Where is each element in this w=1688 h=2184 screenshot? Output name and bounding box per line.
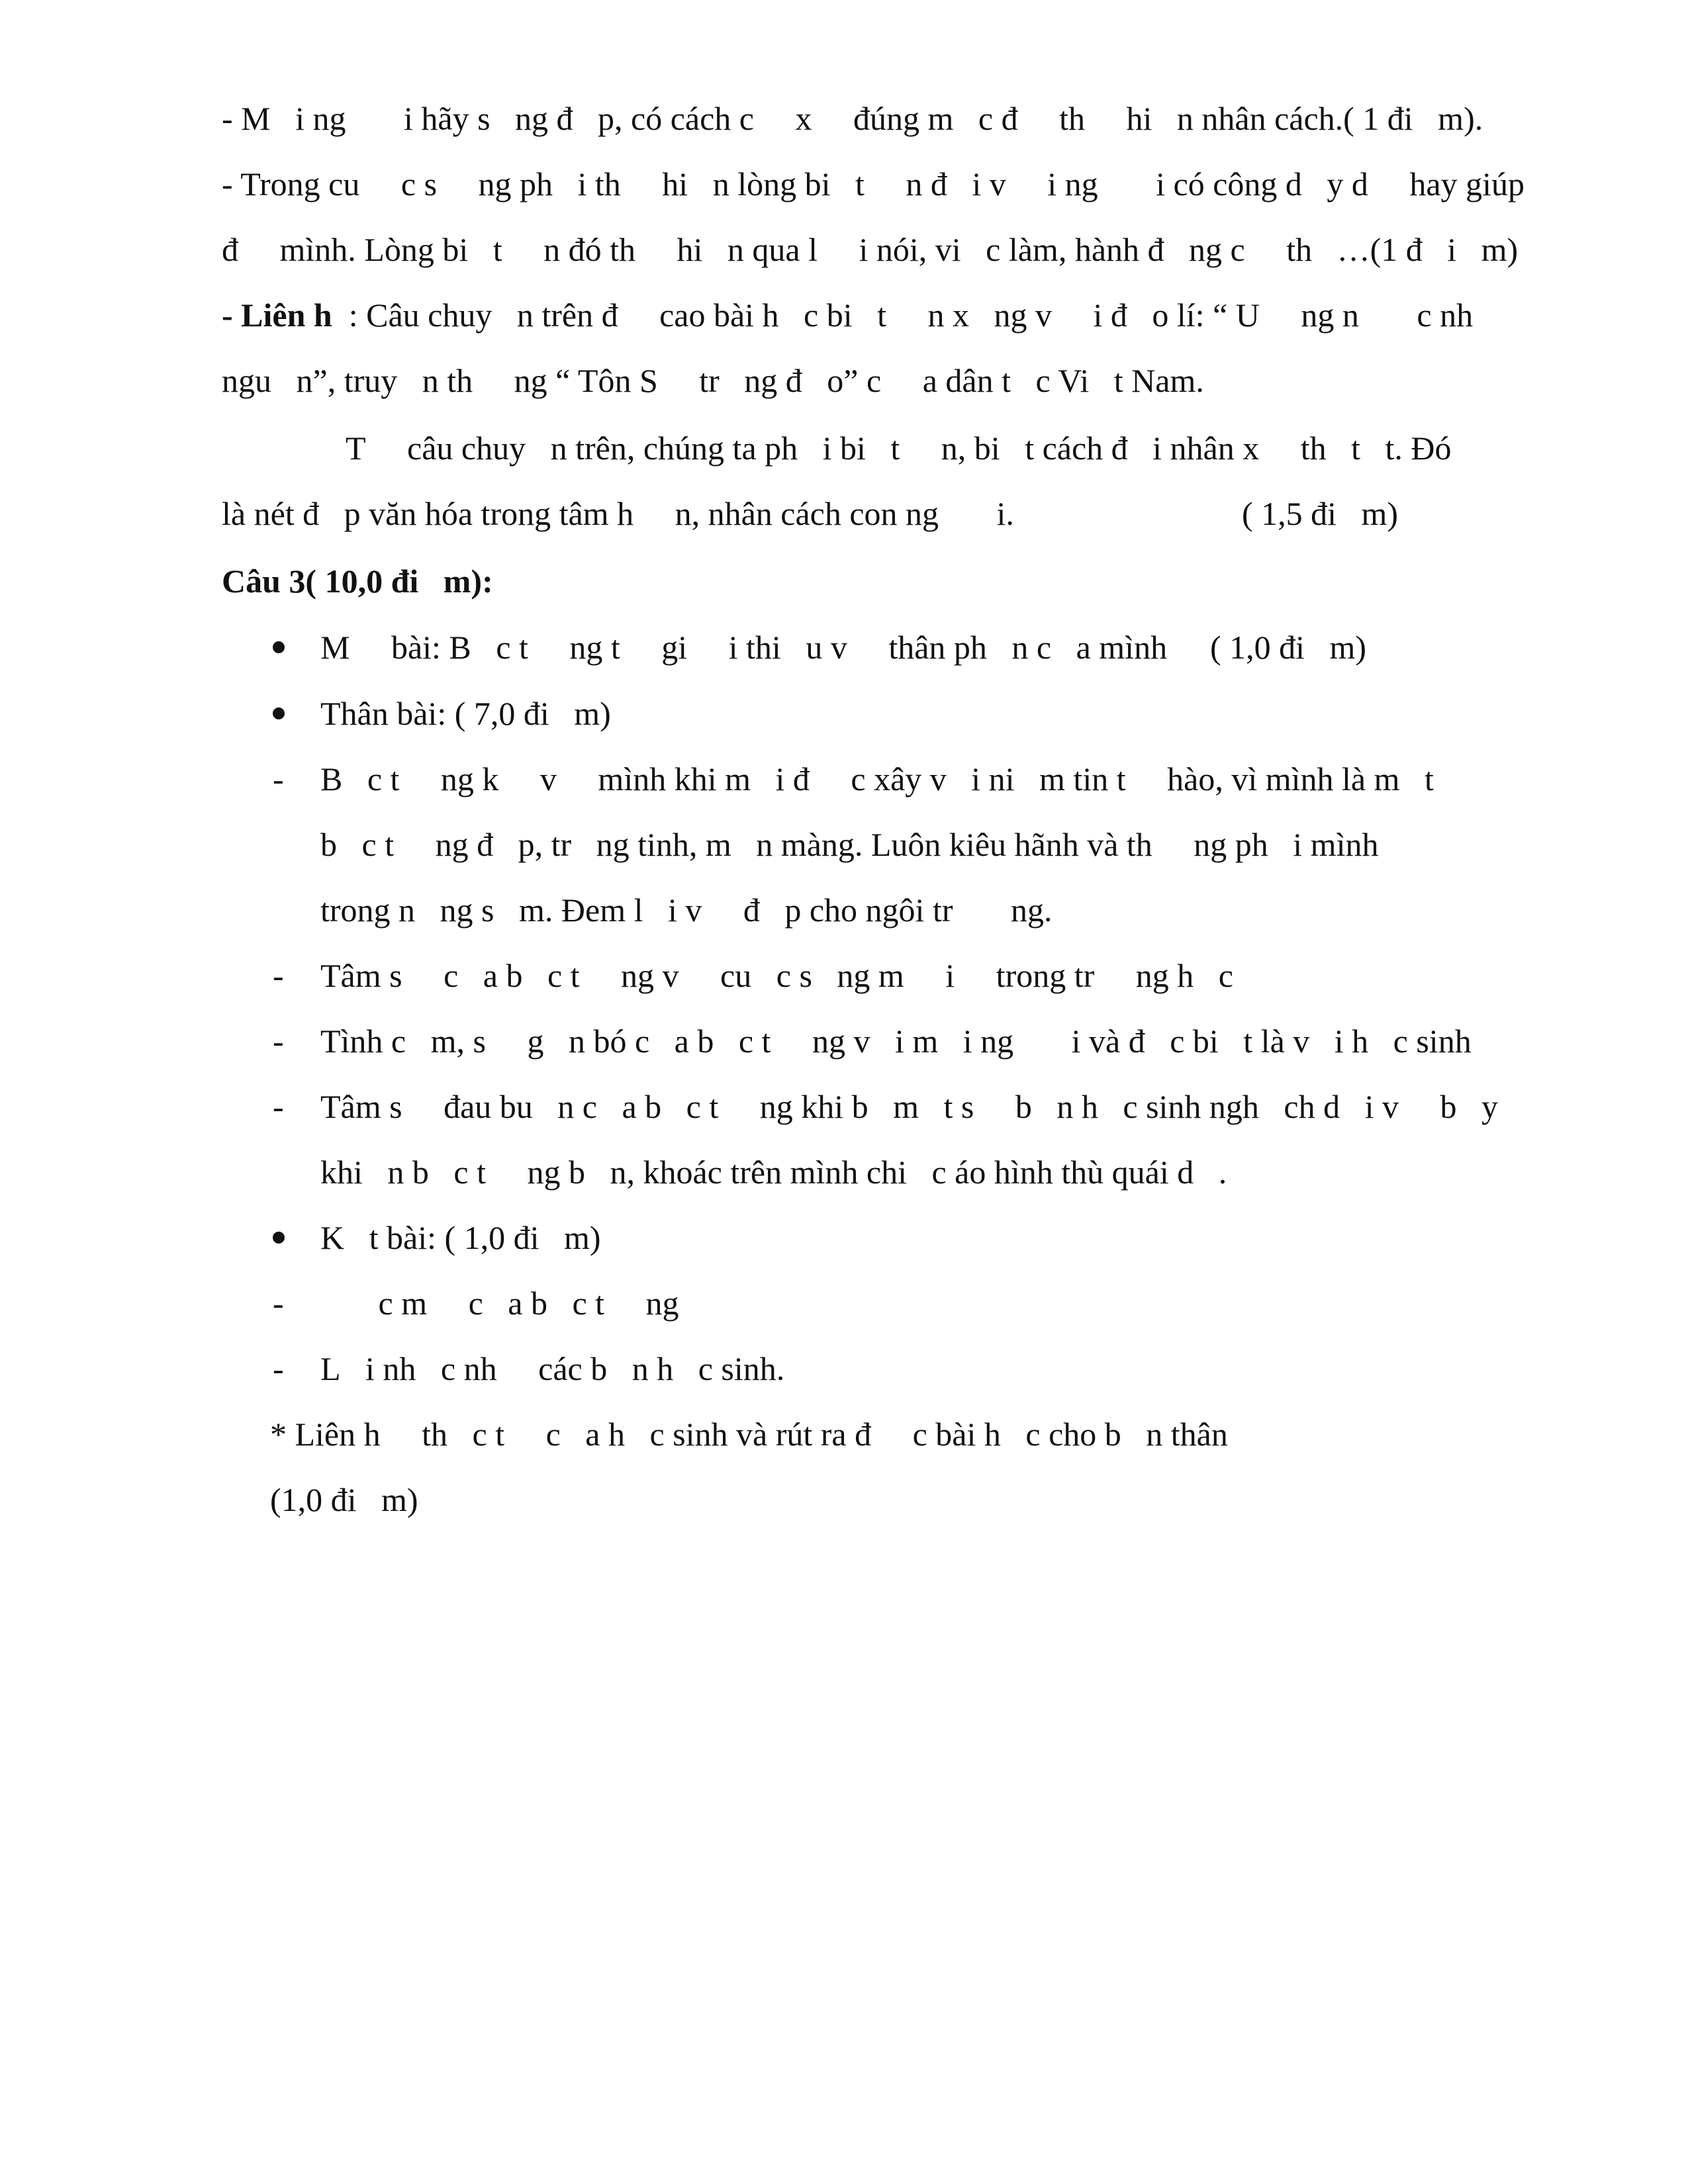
than-bai-item-1-line-1: B c t ng k v mình khi m i đ c xây v i ni m tin t hào, vì mình là m t [320,760,1434,797]
than-bai-item-2: Tâm s c a b c t ng v cu c s ng m i trong tr ng h c [320,957,1233,994]
text-line-1: - M i ng i hãy s ng đ p, có cách c x đúng m c đ th hi n nhân cách.( 1 đi m). [222,100,1483,137]
mo-bai-score: ( 1,0 đi m) [1210,629,1367,666]
dash-marker: - [273,760,284,797]
ket-bai-item-1: c m c a b c t ng [320,1285,679,1322]
final-score: (1,0 đi m) [270,1481,418,1518]
than-bai-item-4-line-2: khi n b c t ng b n, khoác trên mình chi c áo hình thù quái d . [320,1154,1227,1191]
dash-marker: - [273,1023,284,1060]
conclusion-line-1: T câu chuy n trên, chúng ta ph i bi t n, bi t cách đ i nhân x th t t. Đó [346,430,1452,467]
lien-he-label: - Liên h [222,296,332,334]
lien-he-line-1 [222,297,1489,334]
than-bai-item-1-line-2: b c t ng đ p, tr ng tinh, m n màng. Luôn kiêu hãnh và th ng ph i mình [320,826,1379,863]
conclusion-score: ( 1,5 đi m) [1242,495,1399,532]
lien-he-line-2: ngu n”, truy n th ng “ Tôn S tr ng đ o” c a dân t c Vi t Nam. [222,362,1204,399]
than-bai-item-1-line-3: trong n ng s m. Đem l i v đ p cho ngôi tr ng. [320,891,1053,929]
bullet-icon [273,1232,285,1244]
than-bai-item-4-line-1: Tâm s đau bu n c a b c t ng khi b m t s b n h c sinh ngh ch d i v b y [320,1088,1499,1125]
text-line-2: - Trong cu c s ng ph i th hi n lòng bi t n đ i v i ng i có công d y d hay giúp [222,165,1525,203]
text-line-3: đ mình. Lòng bi t n đó th hi n qua l i nói, vi c làm, hành đ ng c th …(1 đ i m) [222,231,1519,268]
conclusion-line-2: là nét đ p văn hóa trong tâm h n, nhân cách con ng i. [222,495,1014,532]
ket-bai-item-2: L i nh c nh các b n h c sinh. [320,1350,785,1387]
bullet-icon [273,707,285,719]
dash-marker: - [273,1350,284,1387]
dash-marker: - [273,957,284,994]
dash-marker: - [273,1285,284,1322]
than-bai: Thân bài: ( 7,0 đi m) [320,695,611,732]
ket-bai: K t bài: ( 1,0 đi m) [320,1219,601,1256]
lien-he-text: : Câu chuy n trên đ cao bài h c bi t n x ng v i đ o lí: “ U ng n c nh [332,296,1490,334]
cau-3-heading: Câu 3( 10,0 đi m): [222,563,493,600]
bullet-icon [273,641,285,653]
than-bai-item-3: Tình c m, s g n bó c a b c t ng v i m i ng i và đ c bi t là v i h c sinh [320,1023,1472,1060]
mo-bai: M bài: B c t ng t gi i thi u v thân ph n c a mình [320,629,1168,666]
dash-marker: - [273,1088,284,1125]
lien-he-thuc-te: * Liên h th c t c a h c sinh và rút ra đ c bài h c cho b n thân [270,1416,1228,1453]
